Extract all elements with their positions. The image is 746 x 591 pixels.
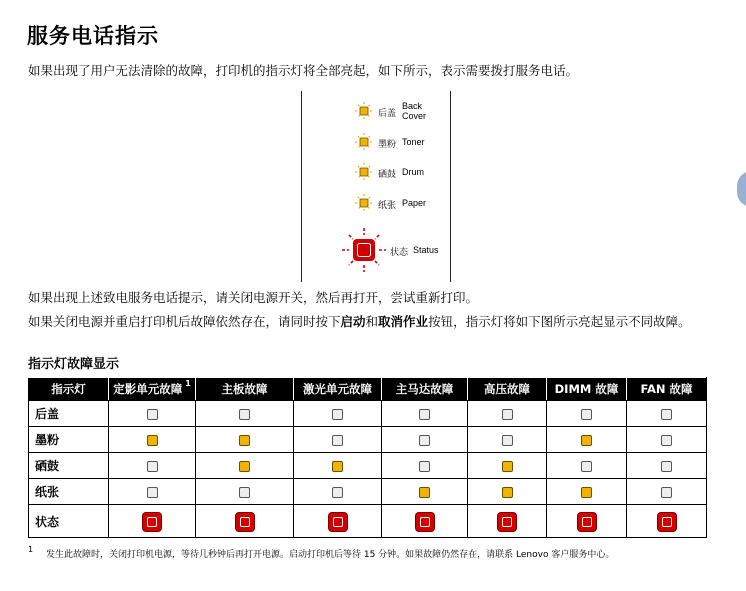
led-red-icon xyxy=(353,239,375,261)
indicator-cell xyxy=(196,427,294,453)
led-red-icon xyxy=(329,513,347,531)
led-label-status-en: Status xyxy=(413,245,439,255)
row-label: 状态 xyxy=(29,505,109,538)
row-label: 硒鼓 xyxy=(29,453,109,479)
led-amber-icon xyxy=(239,461,250,472)
section-title: 指示灯故障显示 xyxy=(28,357,120,372)
indicator-cell xyxy=(196,401,294,427)
table-header-cell: FAN 故障 xyxy=(627,378,707,401)
start-button-label: 启动 xyxy=(340,314,366,329)
table-row xyxy=(29,479,707,505)
led-off-icon xyxy=(239,487,250,498)
indicator-cell xyxy=(468,401,547,427)
indicator-cell xyxy=(382,453,468,479)
row-label: 墨粉 xyxy=(29,427,109,453)
led-red-icon xyxy=(658,513,676,531)
led-off-icon xyxy=(661,409,672,420)
table-header-cell: 主马达故障 xyxy=(382,378,468,401)
table-row xyxy=(29,453,707,479)
led-label-back-cover-cn: 后盖 xyxy=(378,109,397,119)
page-title: 服务电话指示 xyxy=(27,24,159,48)
table-header-cell: 定影单元故障 $^1$ xyxy=(109,378,196,401)
led-off-icon xyxy=(419,435,430,446)
indicator-cell xyxy=(468,453,547,479)
led-off-icon xyxy=(661,461,672,472)
led-label-toner-cn: 墨粉 xyxy=(378,140,397,150)
led-toner xyxy=(355,133,373,151)
led-off-icon xyxy=(661,435,672,446)
instruction-text-2: 如果关闭电源并重启打印机后故障依然存在，请同时按下启动和取消作业按钮，指示灯将如下图所示亮起显示不同故障。 xyxy=(28,314,691,329)
indicator-cell xyxy=(468,427,547,453)
led-amber-icon xyxy=(239,435,250,446)
table-row xyxy=(29,427,707,453)
led-paper xyxy=(355,194,373,212)
indicator-cell xyxy=(627,505,707,538)
led-drum xyxy=(355,163,373,181)
indicator-cell xyxy=(547,479,627,505)
indicator-cell xyxy=(294,479,382,505)
led-off-icon xyxy=(581,461,592,472)
led-red-icon xyxy=(143,513,161,531)
indicator-cell xyxy=(109,453,196,479)
led-red-icon xyxy=(416,513,434,531)
led-amber-icon xyxy=(581,435,592,446)
led-off-icon xyxy=(419,409,430,420)
indicator-cell xyxy=(382,427,468,453)
led-amber-icon xyxy=(502,487,513,498)
led-amber-icon xyxy=(360,107,368,115)
led-back-cover xyxy=(355,102,373,120)
led-label-drum-en: Drum xyxy=(402,167,424,177)
indicator-cell xyxy=(382,401,468,427)
indicator-cell xyxy=(547,505,627,538)
indicator-cell xyxy=(382,505,468,538)
led-label-status-cn: 状态 xyxy=(390,248,409,258)
indicator-cell xyxy=(294,401,382,427)
indicator-cell xyxy=(627,453,707,479)
led-off-icon xyxy=(147,487,158,498)
led-label-drum-cn: 硒鼓 xyxy=(378,170,397,180)
table-header-cell: 主板故障 xyxy=(196,378,294,401)
footnote-ref: 1 xyxy=(185,379,191,388)
led-status xyxy=(342,228,386,272)
indicator-cell xyxy=(294,453,382,479)
indicator-cell xyxy=(294,427,382,453)
chapter-side-tab xyxy=(737,171,746,207)
indicator-cell xyxy=(547,401,627,427)
table-header-cell: 激光单元故障 xyxy=(294,378,382,401)
table-header-row xyxy=(29,378,707,401)
indicator-cell xyxy=(109,479,196,505)
led-off-icon xyxy=(332,435,343,446)
fault-indicator-table xyxy=(28,377,707,538)
indicator-cell xyxy=(294,505,382,538)
row-label: 后盖 xyxy=(29,401,109,427)
led-red-icon xyxy=(236,513,254,531)
indicator-cell xyxy=(627,427,707,453)
led-off-icon xyxy=(332,409,343,420)
indicator-cell xyxy=(627,479,707,505)
led-amber-icon xyxy=(147,435,158,446)
footnote-text: 发生此故障时，关闭打印机电源，等待几秒钟后再打开电源。启动打印机后等待 15 分钟。如果故障仍然存在，请联系 Lenovo 客户服务中心。 xyxy=(46,550,615,560)
indicator-cell xyxy=(547,453,627,479)
indicator-cell xyxy=(382,479,468,505)
led-label-toner-en: Toner xyxy=(402,137,425,147)
led-off-icon xyxy=(147,461,158,472)
led-off-icon xyxy=(581,409,592,420)
led-off-icon xyxy=(419,461,430,472)
led-red-icon xyxy=(578,513,596,531)
led-off-icon xyxy=(502,435,513,446)
intro-text: 如果出现了用户无法清除的故障，打印机的指示灯将全部亮起，如下所示，表示需要拨打服务电话。 xyxy=(28,63,579,78)
table-header-cell: 指示灯 xyxy=(29,378,109,401)
led-off-icon xyxy=(332,487,343,498)
indicator-cell xyxy=(627,401,707,427)
footnote-mark: 1 xyxy=(28,545,34,554)
led-label-paper-cn: 纸张 xyxy=(378,201,397,211)
led-off-icon xyxy=(147,409,158,420)
led-off-icon xyxy=(661,487,672,498)
indicator-cell xyxy=(109,427,196,453)
led-amber-icon xyxy=(502,461,513,472)
led-off-icon xyxy=(502,409,513,420)
table-row xyxy=(29,401,707,427)
led-amber-icon xyxy=(332,461,343,472)
led-amber-icon xyxy=(419,487,430,498)
led-off-icon xyxy=(239,409,250,420)
table-header-cell: 高压故障 xyxy=(468,378,547,401)
indicator-cell xyxy=(109,505,196,538)
indicator-cell xyxy=(547,427,627,453)
instruction-text: 如果出现上述致电服务电话提示，请关闭电源开关，然后再打开，尝试重新打印。 xyxy=(28,290,479,305)
indicator-cell xyxy=(196,505,294,538)
indicator-panel xyxy=(301,91,451,282)
table-header-cell: DIMM 故障 xyxy=(547,378,627,401)
led-label-back-cover-en1: Back xyxy=(402,101,423,111)
table-row xyxy=(29,505,707,538)
indicator-cell xyxy=(468,505,547,538)
led-red-icon xyxy=(498,513,516,531)
row-label: 纸张 xyxy=(29,479,109,505)
led-label-paper-en: Paper xyxy=(402,198,427,208)
indicator-cell xyxy=(109,401,196,427)
indicator-cell xyxy=(196,453,294,479)
indicator-cell xyxy=(196,479,294,505)
led-label-back-cover-en2: Cover xyxy=(402,111,427,121)
cancel-job-button-label: 取消作业 xyxy=(378,314,429,329)
indicator-cell xyxy=(468,479,547,505)
led-amber-icon xyxy=(581,487,592,498)
